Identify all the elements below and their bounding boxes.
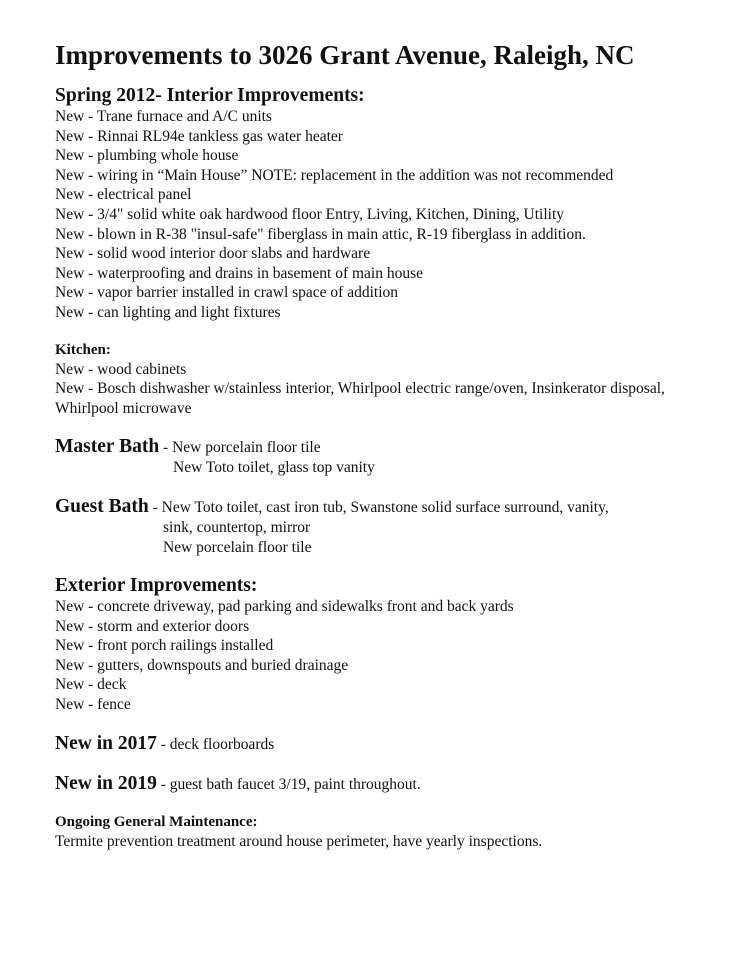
list-item: New - plumbing whole house [55, 147, 239, 165]
guest-bath-line-2: sink, countertop, mirror [163, 518, 311, 536]
new-2017-row [55, 733, 727, 755]
ongoing-maintenance-heading: Ongoing General Maintenance: [55, 813, 258, 830]
list-item: New - front porch railings installed [55, 637, 274, 655]
list-item: New - vapor barrier installed in crawl space of addition [55, 284, 399, 302]
master-bath-heading: Master Bath [55, 436, 160, 458]
new-2019-row [55, 773, 727, 795]
spacer [55, 795, 727, 813]
list-item: New - wood cabinets [55, 360, 187, 378]
list-item: New - 3/4" solid white oak hardwood floor Entry, Living, Kitchen, Dining, Utility [55, 205, 564, 223]
master-bath-line-1: - New porcelain floor tile [159, 439, 321, 457]
spacer [55, 323, 727, 341]
spacer [55, 557, 727, 575]
exterior-section [55, 575, 727, 715]
list-item: New - Rinnai RL94e tankless gas water heater [55, 127, 343, 145]
new-2017-text: - deck floorboards [156, 735, 275, 753]
list-item: New - waterproofing and drains in basement of main house [55, 264, 424, 282]
ongoing-maintenance-text: Termite prevention treatment around house perimeter, have yearly inspections. [55, 832, 543, 850]
guest-bath-row [55, 496, 727, 518]
spring-2012-heading: Spring 2012- Interior Improvements: [55, 85, 365, 106]
list-item: New - deck [55, 676, 127, 694]
list-item: New - blown in R-38 "insul-safe" fiberglass in main attic, R-19 fiberglass in addition. [55, 225, 586, 243]
guest-bath-line-3: New porcelain floor tile [163, 538, 312, 556]
spacer [55, 715, 727, 733]
list-item: New - gutters, downspouts and buried drainage [55, 656, 349, 674]
kitchen-heading: Kitchen: [55, 341, 111, 358]
new-2019-text: - guest bath faucet 3/19, paint throughout. [156, 775, 421, 793]
list-item: New - wiring in “Main House” NOTE: replacement in the addition was not recommended [55, 166, 614, 184]
ongoing-maintenance-section [55, 813, 727, 852]
spacer [55, 418, 727, 436]
master-bath-line-2: New Toto toilet, glass top vanity [173, 459, 375, 477]
new-2019-section [55, 773, 727, 795]
guest-bath-heading: Guest Bath [55, 495, 149, 517]
new-2017-heading: New in 2017 [55, 732, 157, 754]
list-item: New - can lighting and light fixtures [55, 303, 281, 321]
guest-bath-section [55, 496, 727, 557]
document-page [55, 38, 727, 851]
master-bath-section [55, 436, 727, 478]
master-bath-row [55, 436, 727, 458]
spacer [55, 478, 727, 496]
list-item: New - concrete driveway, pad parking and sidewalks front and back yards [55, 598, 514, 616]
new-2019-heading: New in 2019 [55, 772, 157, 794]
page-title: Improvements to 3026 Grant Avenue, Raleigh, NC [55, 40, 635, 70]
guest-bath-line-1: - New Toto toilet, cast iron tub, Swanstone solid surface surround, vanity, [148, 498, 609, 516]
list-item: New - solid wood interior door slabs and hardware [55, 245, 371, 263]
list-item: New - electrical panel [55, 186, 192, 204]
list-item: New - Trane furnace and A/C units [55, 108, 272, 125]
list-item: New - fence [55, 696, 131, 714]
spacer [55, 755, 727, 773]
list-item: New - Bosch dishwasher w/stainless interior, Whirlpool electric range/oven, Insinkerator disposal, Whirlpool microwave [55, 380, 665, 417]
spring-2012-section [55, 85, 727, 323]
new-2017-section [55, 733, 727, 755]
kitchen-section [55, 341, 727, 419]
exterior-heading: Exterior Improvements: [55, 575, 258, 597]
list-item: New - storm and exterior doors [55, 617, 250, 635]
